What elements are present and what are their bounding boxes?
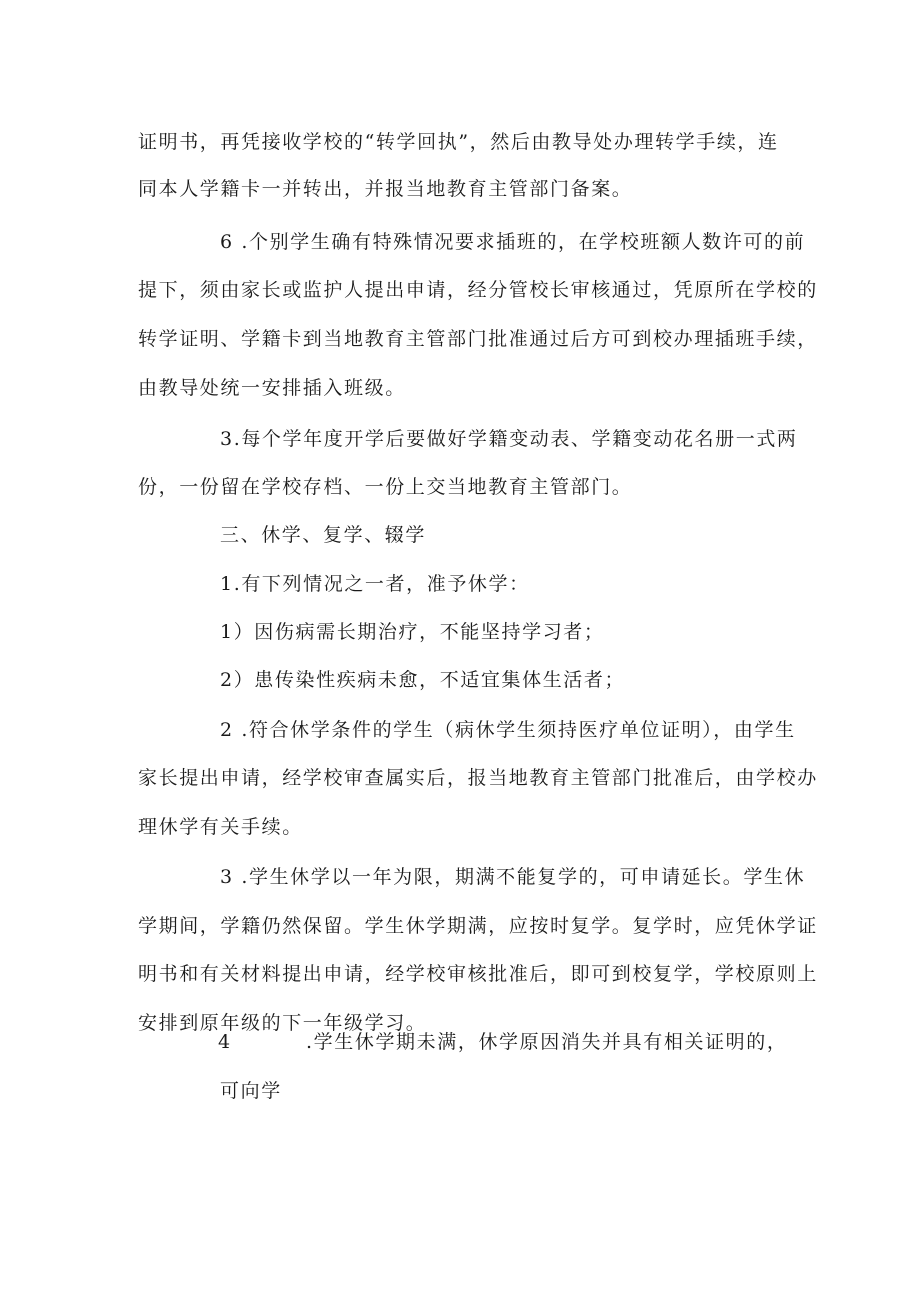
text-line-12: 2）患传染性疾病未愈，不适宜集体生活者； bbox=[220, 669, 626, 691]
text-line-7: 3.每个学年度开学后要做好学籍变动表、学籍变动花名册一式两 bbox=[220, 428, 798, 450]
text-line-3: 6 .个别学生确有特殊情况要求插班的，在学校班额人数许可的前 bbox=[220, 231, 806, 253]
text-line-14: 家长提出申请，经学校审查属实后，报当地教育主管部门批准后，由学校办 bbox=[138, 767, 818, 789]
text-line-1: 证明书，再凭接收学校的“转学回执”，然后由教导处办理转学手续，连 bbox=[138, 131, 779, 153]
text-line-17: 学期间，学籍仍然保留。学生休学期满，应按时复学。复学时，应凭休学证 bbox=[138, 915, 818, 937]
text-line-13: 2 .符合休学条件的学生（病休学生须持医疗单位证明），由学生 bbox=[220, 719, 796, 741]
text-line-10: 1.有下列情况之一者，准予休学： bbox=[220, 573, 530, 595]
text-line-6: 由教导处统一安排插入班级。 bbox=[138, 377, 406, 399]
text-line-11: 1）因伤病需长期治疗，不能坚持学习者； bbox=[220, 621, 605, 643]
item-4-text: .学生休学期未满，休学原因消失并具有相关证明的， bbox=[306, 1031, 788, 1053]
text-line-15: 理休学有关手续。 bbox=[138, 816, 303, 838]
text-line-5: 转学证明、学籍卡到当地教育主管部门批准通过后方可到校办理插班手续， bbox=[138, 328, 818, 350]
text-line-4: 提下，须由家长或监护人提出申请，经分管校长审核通过，凭原所在学校的 bbox=[138, 279, 818, 301]
text-line-8: 份，一份留在学校存档、一份上交当地教育主管部门。 bbox=[138, 476, 633, 498]
text-line-2: 同本人学籍卡一并转出，并报当地教育主管部门备案。 bbox=[138, 178, 633, 200]
text-line-16: 3 .学生休学以一年为限，期满不能复学的，可申请延长。学生休 bbox=[220, 866, 806, 888]
text-line-last: 可向学 bbox=[220, 1080, 282, 1102]
item-4-number: 4 bbox=[218, 1031, 231, 1053]
section-heading: 三、休学、复学、辍学 bbox=[220, 524, 427, 546]
text-line-19: 安排到原年级的下一年级学习。 bbox=[138, 1012, 427, 1034]
text-line-18: 明书和有关材料提出申请，经学校审核批准后，即可到校复学，学校原则上 bbox=[138, 963, 818, 985]
